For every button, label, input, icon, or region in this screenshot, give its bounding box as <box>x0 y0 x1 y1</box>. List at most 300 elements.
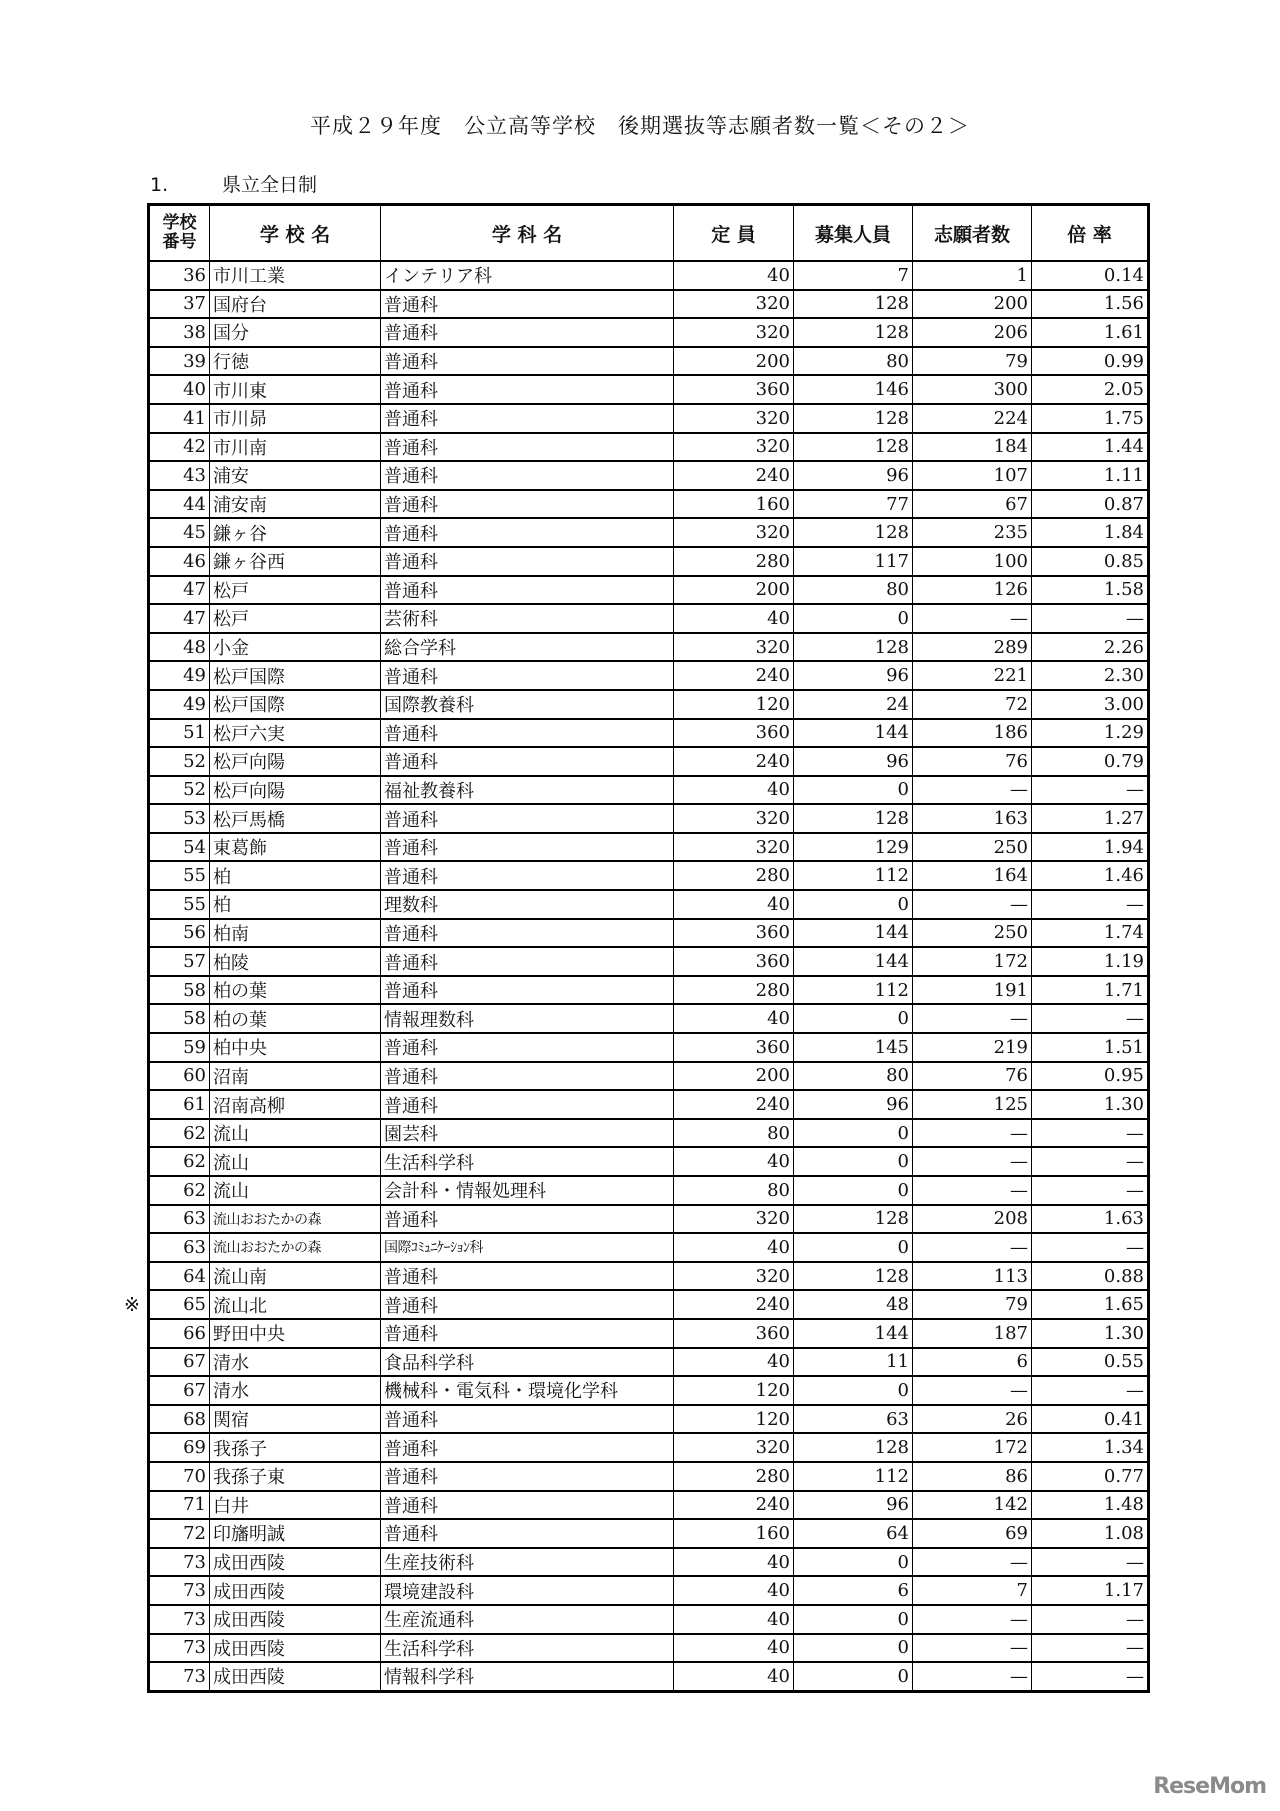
cell-ratio: 0.88 <box>1032 1262 1149 1291</box>
cell-recruitment: 146 <box>794 375 913 404</box>
cell-ratio: 1.84 <box>1032 518 1149 547</box>
cell-recruitment: 0 <box>794 1662 913 1691</box>
cell-school-name: 流山 <box>210 1176 381 1205</box>
cell-applicants: 26 <box>913 1405 1032 1434</box>
cell-applicants: 86 <box>913 1462 1032 1491</box>
cell-school-number: 43 <box>149 461 210 490</box>
cell-ratio: 2.26 <box>1032 633 1149 662</box>
cell-school-name: 成田西陵 <box>210 1605 381 1634</box>
cell-capacity: 200 <box>674 1062 794 1091</box>
table-row <box>149 547 1149 576</box>
table-row <box>149 1176 1149 1205</box>
cell-capacity: 120 <box>674 1405 794 1434</box>
cell-recruitment: 112 <box>794 976 913 1005</box>
cell-department: 普通科 <box>381 1290 674 1319</box>
cell-school-name: 成田西陵 <box>210 1634 381 1663</box>
table-row <box>149 1405 1149 1434</box>
cell-capacity: 40 <box>674 1662 794 1691</box>
cell-recruitment: 128 <box>794 633 913 662</box>
cell-applicants: 107 <box>913 461 1032 490</box>
cell-recruitment: 96 <box>794 747 913 776</box>
cell-department: 普通科 <box>381 290 674 319</box>
cell-school-number: 58 <box>149 1004 210 1033</box>
cell-ratio: 1.48 <box>1032 1491 1149 1520</box>
cell-school-name: 行徳 <box>210 347 381 376</box>
cell-school-number: 73 <box>149 1605 210 1634</box>
cell-ratio: 2.30 <box>1032 661 1149 690</box>
cell-department: 生産技術科 <box>381 1548 674 1577</box>
section-heading <box>150 170 317 197</box>
cell-capacity: 40 <box>674 1576 794 1605</box>
cell-applicants: 186 <box>913 719 1032 748</box>
cell-ratio: 3.00 <box>1032 690 1149 719</box>
table-row <box>149 1147 1149 1176</box>
cell-ratio: 1.94 <box>1032 833 1149 862</box>
cell-department: 普通科 <box>381 433 674 462</box>
cell-capacity: 120 <box>674 1376 794 1405</box>
cell-capacity: 320 <box>674 404 794 433</box>
cell-recruitment: 80 <box>794 1062 913 1091</box>
cell-department: 普通科 <box>381 375 674 404</box>
cell-recruitment: 0 <box>794 890 913 919</box>
cell-ratio: — <box>1032 1233 1149 1262</box>
table-row <box>149 661 1149 690</box>
cell-applicants: 187 <box>913 1319 1032 1348</box>
cell-department: 普通科 <box>381 976 674 1005</box>
table-row <box>149 290 1149 319</box>
cell-school-name: 市川東 <box>210 375 381 404</box>
cell-department: 情報理数科 <box>381 1004 674 1033</box>
cell-recruitment: 96 <box>794 461 913 490</box>
cell-ratio: 1.30 <box>1032 1319 1149 1348</box>
table-row <box>149 976 1149 1005</box>
table-row <box>149 633 1149 662</box>
cell-ratio: 1.56 <box>1032 290 1149 319</box>
cell-capacity: 360 <box>674 919 794 948</box>
cell-ratio: 1.17 <box>1032 1576 1149 1605</box>
cell-ratio: — <box>1032 1147 1149 1176</box>
cell-capacity: 280 <box>674 861 794 890</box>
cell-capacity: 160 <box>674 1519 794 1548</box>
cell-department: 国際教養科 <box>381 690 674 719</box>
cell-recruitment: 64 <box>794 1519 913 1548</box>
cell-school-number: 51 <box>149 719 210 748</box>
cell-department: 普通科 <box>381 518 674 547</box>
cell-capacity: 200 <box>674 347 794 376</box>
cell-school-number: 65 <box>149 1290 210 1319</box>
cell-capacity: 320 <box>674 1262 794 1291</box>
cell-ratio: 1.27 <box>1032 804 1149 833</box>
cell-school-number: 39 <box>149 347 210 376</box>
cell-recruitment: 112 <box>794 1462 913 1491</box>
table-row <box>149 375 1149 404</box>
cell-recruitment: 0 <box>794 1004 913 1033</box>
cell-capacity: 40 <box>674 604 794 633</box>
cell-recruitment: 144 <box>794 719 913 748</box>
cell-recruitment: 0 <box>794 1147 913 1176</box>
cell-capacity: 80 <box>674 1119 794 1148</box>
cell-department: 普通科 <box>381 1405 674 1434</box>
cell-school-number: 52 <box>149 776 210 805</box>
table-row <box>149 804 1149 833</box>
cell-school-number: 66 <box>149 1319 210 1348</box>
cell-ratio: 1.51 <box>1032 1033 1149 1062</box>
cell-ratio: 1.71 <box>1032 976 1149 1005</box>
cell-capacity: 40 <box>674 1348 794 1377</box>
cell-ratio: — <box>1032 1376 1149 1405</box>
cell-school-name: 松戸国際 <box>210 690 381 719</box>
cell-recruitment: 128 <box>794 1262 913 1291</box>
cell-applicants: 1 <box>913 261 1032 290</box>
cell-department: 生産流通科 <box>381 1605 674 1634</box>
table-row <box>149 719 1149 748</box>
cell-department: 普通科 <box>381 1319 674 1348</box>
cell-department: 食品科学科 <box>381 1348 674 1377</box>
cell-capacity: 360 <box>674 1319 794 1348</box>
cell-department: インテリア科 <box>381 261 674 290</box>
cell-school-name: 小金 <box>210 633 381 662</box>
cell-school-name: 流山北 <box>210 1290 381 1319</box>
resemom-logo: ReseMom <box>1153 1774 1266 1799</box>
cell-school-name: 市川昴 <box>210 404 381 433</box>
cell-department: 普通科 <box>381 404 674 433</box>
cell-capacity: 40 <box>674 890 794 919</box>
table-row <box>149 1348 1149 1377</box>
cell-recruitment: 0 <box>794 1176 913 1205</box>
cell-school-number: 61 <box>149 1090 210 1119</box>
cell-applicants: 163 <box>913 804 1032 833</box>
cell-department: 普通科 <box>381 833 674 862</box>
cell-ratio: 1.19 <box>1032 947 1149 976</box>
cell-ratio: — <box>1032 1004 1149 1033</box>
cell-applicants: 300 <box>913 375 1032 404</box>
cell-recruitment: 0 <box>794 1233 913 1262</box>
cell-school-name: 柏の葉 <box>210 1004 381 1033</box>
cell-department: 生活科学科 <box>381 1634 674 1663</box>
table-row <box>149 433 1149 462</box>
cell-school-number: 49 <box>149 661 210 690</box>
cell-ratio: 2.05 <box>1032 375 1149 404</box>
cell-capacity: 40 <box>674 1004 794 1033</box>
cell-school-name: 松戸 <box>210 576 381 605</box>
table-row <box>149 690 1149 719</box>
cell-school-name: 成田西陵 <box>210 1576 381 1605</box>
cell-ratio: 0.95 <box>1032 1062 1149 1091</box>
cell-recruitment: 96 <box>794 1090 913 1119</box>
cell-school-number: 36 <box>149 261 210 290</box>
cell-recruitment: 144 <box>794 919 913 948</box>
cell-ratio: — <box>1032 1605 1149 1634</box>
cell-school-number: 73 <box>149 1576 210 1605</box>
cell-capacity: 40 <box>674 1548 794 1577</box>
table-row <box>149 1433 1149 1462</box>
cell-ratio: — <box>1032 1634 1149 1663</box>
cell-school-number: 71 <box>149 1491 210 1520</box>
cell-ratio: — <box>1032 1176 1149 1205</box>
header-school-name: 学 校 名 <box>210 205 381 262</box>
cell-school-number: 37 <box>149 290 210 319</box>
cell-school-name: 清水 <box>210 1376 381 1405</box>
table-row <box>149 1233 1149 1262</box>
cell-ratio: 1.61 <box>1032 318 1149 347</box>
cell-ratio: — <box>1032 1548 1149 1577</box>
cell-department: 普通科 <box>381 547 674 576</box>
cell-ratio: 0.87 <box>1032 490 1149 519</box>
cell-department: 機械科・電気科・環境化学科 <box>381 1376 674 1405</box>
cell-applicants: 125 <box>913 1090 1032 1119</box>
table-row <box>149 347 1149 376</box>
cell-applicants: 250 <box>913 919 1032 948</box>
cell-school-name: 浦安南 <box>210 490 381 519</box>
cell-recruitment: 112 <box>794 861 913 890</box>
note-mark: ※ <box>124 1293 140 1316</box>
cell-ratio: 1.75 <box>1032 404 1149 433</box>
cell-applicants: — <box>913 1147 1032 1176</box>
cell-ratio: 1.30 <box>1032 1090 1149 1119</box>
cell-department: 普通科 <box>381 1090 674 1119</box>
cell-recruitment: 0 <box>794 776 913 805</box>
cell-recruitment: 145 <box>794 1033 913 1062</box>
cell-school-number: 54 <box>149 833 210 862</box>
cell-ratio: 0.79 <box>1032 747 1149 776</box>
cell-school-name: 鎌ヶ谷 <box>210 518 381 547</box>
cell-school-name: 柏中央 <box>210 1033 381 1062</box>
cell-applicants: 142 <box>913 1491 1032 1520</box>
cell-applicants: 79 <box>913 1290 1032 1319</box>
cell-department: 理数科 <box>381 890 674 919</box>
cell-capacity: 320 <box>674 1205 794 1234</box>
cell-ratio: 0.85 <box>1032 547 1149 576</box>
cell-school-name: 松戸国際 <box>210 661 381 690</box>
cell-ratio: 1.46 <box>1032 861 1149 890</box>
table-header-row <box>149 205 1149 262</box>
cell-recruitment: 0 <box>794 604 913 633</box>
cell-ratio: 0.14 <box>1032 261 1149 290</box>
cell-recruitment: 128 <box>794 290 913 319</box>
cell-recruitment: 128 <box>794 518 913 547</box>
table-row <box>149 1519 1149 1548</box>
cell-recruitment: 128 <box>794 318 913 347</box>
table-row <box>149 1205 1149 1234</box>
cell-ratio: 1.65 <box>1032 1290 1149 1319</box>
cell-applicants: 250 <box>913 833 1032 862</box>
table-row <box>149 776 1149 805</box>
cell-applicants: 221 <box>913 661 1032 690</box>
cell-recruitment: 0 <box>794 1548 913 1577</box>
cell-department: 普通科 <box>381 1433 674 1462</box>
cell-capacity: 160 <box>674 490 794 519</box>
cell-capacity: 240 <box>674 1491 794 1520</box>
cell-capacity: 320 <box>674 290 794 319</box>
cell-department: 普通科 <box>381 919 674 948</box>
table-row <box>149 1576 1149 1605</box>
cell-department: 国際ｺﾐｭﾆｹｰｼｮﾝ科 <box>381 1233 674 1262</box>
table-row <box>149 1491 1149 1520</box>
cell-ratio: 0.99 <box>1032 347 1149 376</box>
cell-school-name: 鎌ヶ谷西 <box>210 547 381 576</box>
cell-school-number: 41 <box>149 404 210 433</box>
cell-department: 総合学科 <box>381 633 674 662</box>
cell-capacity: 40 <box>674 1634 794 1663</box>
cell-department: 芸術科 <box>381 604 674 633</box>
cell-applicants: — <box>913 1233 1032 1262</box>
table-row <box>149 919 1149 948</box>
cell-department: 普通科 <box>381 1462 674 1491</box>
cell-ratio: — <box>1032 1662 1149 1691</box>
cell-capacity: 240 <box>674 1090 794 1119</box>
cell-school-name: 流山 <box>210 1147 381 1176</box>
cell-capacity: 80 <box>674 1176 794 1205</box>
cell-capacity: 320 <box>674 633 794 662</box>
cell-school-name: 浦安 <box>210 461 381 490</box>
cell-recruitment: 144 <box>794 947 913 976</box>
cell-department: 情報科学科 <box>381 1662 674 1691</box>
cell-school-name: 柏 <box>210 890 381 919</box>
table-row <box>149 1319 1149 1348</box>
table-row <box>149 1004 1149 1033</box>
cell-applicants: 164 <box>913 861 1032 890</box>
cell-applicants: 200 <box>913 290 1032 319</box>
cell-recruitment: 6 <box>794 1576 913 1605</box>
cell-recruitment: 96 <box>794 1491 913 1520</box>
cell-school-name: 成田西陵 <box>210 1662 381 1691</box>
cell-capacity: 40 <box>674 776 794 805</box>
cell-school-name: 白井 <box>210 1491 381 1520</box>
table-row <box>149 947 1149 976</box>
cell-school-number: 62 <box>149 1119 210 1148</box>
cell-capacity: 40 <box>674 1605 794 1634</box>
cell-recruitment: 96 <box>794 661 913 690</box>
cell-school-number: 59 <box>149 1033 210 1062</box>
cell-school-name: 松戸 <box>210 604 381 633</box>
cell-applicants: 7 <box>913 1576 1032 1605</box>
cell-school-number: 49 <box>149 690 210 719</box>
cell-capacity: 40 <box>674 261 794 290</box>
cell-recruitment: 0 <box>794 1119 913 1148</box>
table-row <box>149 1376 1149 1405</box>
applicants-table <box>147 203 1150 1693</box>
cell-capacity: 120 <box>674 690 794 719</box>
cell-recruitment: 128 <box>794 804 913 833</box>
table-row <box>149 1548 1149 1577</box>
cell-capacity: 40 <box>674 1233 794 1262</box>
cell-capacity: 360 <box>674 1033 794 1062</box>
cell-recruitment: 0 <box>794 1376 913 1405</box>
cell-school-number: 73 <box>149 1548 210 1577</box>
cell-school-name: 流山おおたかの森 <box>210 1205 381 1234</box>
cell-school-number: 72 <box>149 1519 210 1548</box>
cell-recruitment: 128 <box>794 1433 913 1462</box>
table-row <box>149 1634 1149 1663</box>
cell-school-number: 45 <box>149 518 210 547</box>
cell-recruitment: 0 <box>794 1634 913 1663</box>
cell-school-number: 57 <box>149 947 210 976</box>
cell-ratio: — <box>1032 776 1149 805</box>
cell-school-number: 67 <box>149 1348 210 1377</box>
cell-recruitment: 128 <box>794 1205 913 1234</box>
cell-school-name: 松戸向陽 <box>210 747 381 776</box>
table-row <box>149 1062 1149 1091</box>
cell-school-name: 柏南 <box>210 919 381 948</box>
cell-applicants: 235 <box>913 518 1032 547</box>
cell-capacity: 280 <box>674 1462 794 1491</box>
cell-school-number: 40 <box>149 375 210 404</box>
cell-capacity: 240 <box>674 661 794 690</box>
cell-school-name: 清水 <box>210 1348 381 1377</box>
table-row <box>149 576 1149 605</box>
table-row <box>149 404 1149 433</box>
cell-department: 生活科学科 <box>381 1147 674 1176</box>
cell-school-number: 55 <box>149 890 210 919</box>
cell-school-name: 松戸馬橋 <box>210 804 381 833</box>
cell-applicants: 79 <box>913 347 1032 376</box>
table-row <box>149 1662 1149 1691</box>
table-row <box>149 833 1149 862</box>
cell-school-number: 69 <box>149 1433 210 1462</box>
cell-applicants: — <box>913 604 1032 633</box>
cell-applicants: 76 <box>913 747 1032 776</box>
cell-recruitment: 7 <box>794 261 913 290</box>
cell-recruitment: 144 <box>794 1319 913 1348</box>
cell-school-name: 柏の葉 <box>210 976 381 1005</box>
cell-applicants: 6 <box>913 1348 1032 1377</box>
cell-capacity: 360 <box>674 375 794 404</box>
cell-applicants: — <box>913 1376 1032 1405</box>
cell-school-number: 48 <box>149 633 210 662</box>
cell-school-number: 58 <box>149 976 210 1005</box>
cell-department: 普通科 <box>381 661 674 690</box>
table-row <box>149 1605 1149 1634</box>
cell-school-number: 47 <box>149 604 210 633</box>
cell-ratio: 1.08 <box>1032 1519 1149 1548</box>
cell-ratio: — <box>1032 1119 1149 1148</box>
cell-department: 普通科 <box>381 804 674 833</box>
table-row <box>149 1262 1149 1291</box>
cell-applicants: 172 <box>913 947 1032 976</box>
cell-applicants: 126 <box>913 576 1032 605</box>
cell-capacity: 360 <box>674 947 794 976</box>
cell-school-name: 流山おおたかの森 <box>210 1233 381 1262</box>
cell-applicants: 67 <box>913 490 1032 519</box>
header-capacity: 定 員 <box>674 205 794 262</box>
cell-school-number: 73 <box>149 1662 210 1691</box>
cell-school-number: 46 <box>149 547 210 576</box>
cell-school-number: 67 <box>149 1376 210 1405</box>
cell-capacity: 320 <box>674 318 794 347</box>
cell-recruitment: 48 <box>794 1290 913 1319</box>
cell-school-name: 成田西陵 <box>210 1548 381 1577</box>
cell-school-name: 流山南 <box>210 1262 381 1291</box>
table-row <box>149 1090 1149 1119</box>
cell-applicants: — <box>913 890 1032 919</box>
table-row <box>149 861 1149 890</box>
cell-school-number: 62 <box>149 1176 210 1205</box>
cell-school-name: 野田中央 <box>210 1319 381 1348</box>
cell-applicants: — <box>913 1119 1032 1148</box>
cell-recruitment: 11 <box>794 1348 913 1377</box>
table-row <box>149 461 1149 490</box>
cell-school-number: 53 <box>149 804 210 833</box>
cell-school-name: 沼南 <box>210 1062 381 1091</box>
cell-department: 福祉教養科 <box>381 776 674 805</box>
header-ratio: 倍 率 <box>1032 205 1149 262</box>
cell-department: 普通科 <box>381 1262 674 1291</box>
cell-applicants: — <box>913 776 1032 805</box>
header-recruitment: 募集人員 <box>794 205 913 262</box>
cell-department: 普通科 <box>381 1519 674 1548</box>
cell-school-number: 63 <box>149 1205 210 1234</box>
cell-capacity: 280 <box>674 976 794 1005</box>
